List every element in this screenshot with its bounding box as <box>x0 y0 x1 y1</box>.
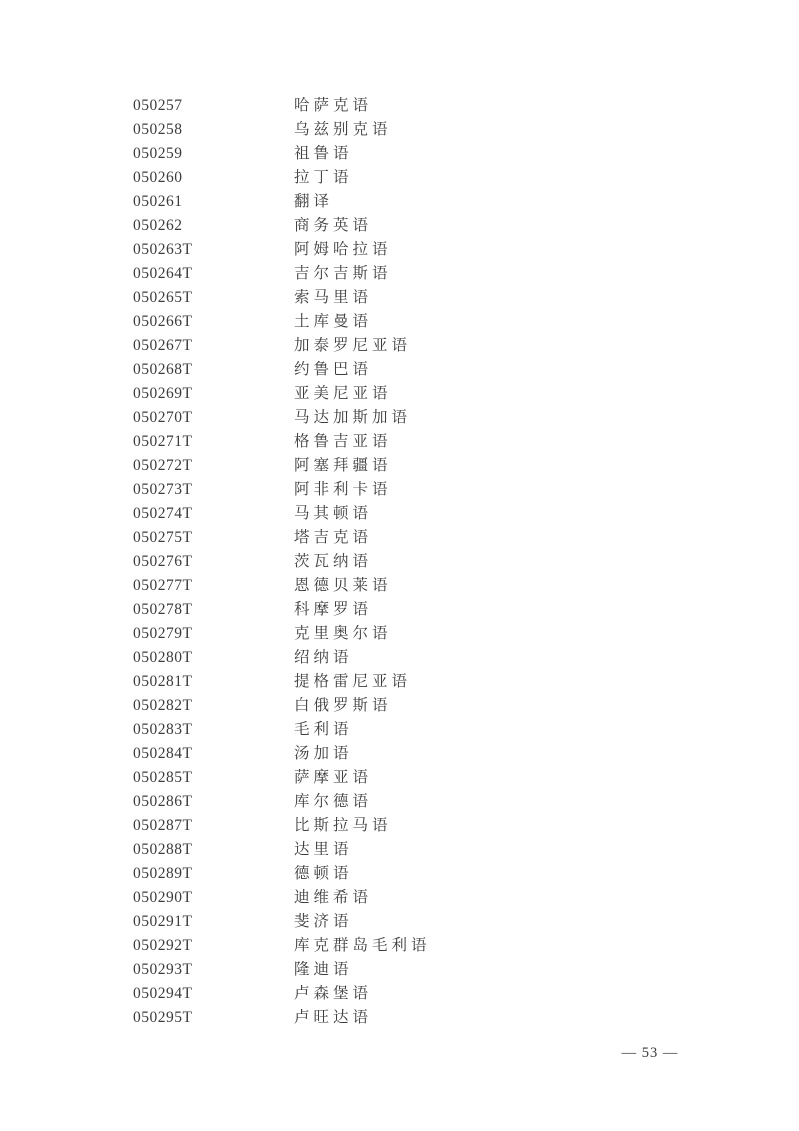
major-code-cell: 050277T <box>133 577 193 594</box>
table-row <box>0 934 431 958</box>
table-row <box>0 430 431 454</box>
major-name-cell: 毛利语 <box>294 721 353 738</box>
major-name-cell: 阿姆哈拉语 <box>294 241 392 258</box>
table-row <box>0 166 431 190</box>
major-name-cell: 达里语 <box>294 841 353 858</box>
table-row <box>0 502 431 526</box>
major-code-cell: 050259 <box>133 145 183 162</box>
table-row <box>0 646 431 670</box>
major-name-cell: 马达加斯加语 <box>294 409 412 426</box>
table-row <box>0 694 431 718</box>
table-row <box>0 262 431 286</box>
major-name-cell: 德顿语 <box>294 865 353 882</box>
major-code-cell: 050278T <box>133 601 193 618</box>
major-name-cell: 阿非利卡语 <box>294 481 392 498</box>
table-row <box>0 670 431 694</box>
major-name-cell: 拉丁语 <box>294 169 353 186</box>
major-name-cell: 提格雷尼亚语 <box>294 673 412 690</box>
table-row <box>0 910 431 934</box>
major-code-cell: 050262 <box>133 217 183 234</box>
table-row <box>0 286 431 310</box>
major-code-cell: 050265T <box>133 289 193 306</box>
major-code-cell: 050292T <box>133 937 193 954</box>
major-code-cell: 050276T <box>133 553 193 570</box>
major-code-cell: 050283T <box>133 721 193 738</box>
table-row <box>0 526 431 550</box>
table-row <box>0 358 431 382</box>
major-name-cell: 卢旺达语 <box>294 1009 373 1026</box>
table-row <box>0 1006 431 1030</box>
major-code-cell: 050274T <box>133 505 193 522</box>
major-code-cell: 050293T <box>133 961 193 978</box>
table-row <box>0 838 431 862</box>
major-name-cell: 土库曼语 <box>294 313 373 330</box>
table-row <box>0 718 431 742</box>
major-code-cell: 050261 <box>133 193 183 210</box>
table-row <box>0 814 431 838</box>
table-row <box>0 406 431 430</box>
table-row <box>0 454 431 478</box>
table-row <box>0 190 431 214</box>
table-row <box>0 742 431 766</box>
table-row <box>0 214 431 238</box>
table-row <box>0 982 431 1006</box>
major-name-cell: 汤加语 <box>294 745 353 762</box>
major-code-cell: 050285T <box>133 769 193 786</box>
table-row <box>0 478 431 502</box>
major-code-cell: 050271T <box>133 433 193 450</box>
major-name-cell: 塔吉克语 <box>294 529 373 546</box>
major-code-cell: 050284T <box>133 745 193 762</box>
table-row <box>0 550 431 574</box>
major-name-cell: 马其顿语 <box>294 505 373 522</box>
table-row <box>0 790 431 814</box>
major-code-cell: 050291T <box>133 913 193 930</box>
major-name-cell: 斐济语 <box>294 913 353 930</box>
major-code-cell: 050279T <box>133 625 193 642</box>
table-row <box>0 238 431 262</box>
major-code-cell: 050281T <box>133 673 193 690</box>
major-name-cell: 茨瓦纳语 <box>294 553 373 570</box>
major-code-cell: 050286T <box>133 793 193 810</box>
major-name-cell: 科摩罗语 <box>294 601 373 618</box>
major-code-cell: 050288T <box>133 841 193 858</box>
major-name-cell: 克里奥尔语 <box>294 625 392 642</box>
major-name-cell: 迪维希语 <box>294 889 373 906</box>
major-name-cell: 格鲁吉亚语 <box>294 433 392 450</box>
table-row <box>0 142 431 166</box>
major-name-cell: 乌兹别克语 <box>294 121 392 138</box>
table-row <box>0 958 431 982</box>
table-row <box>0 382 431 406</box>
table-row <box>0 118 431 142</box>
major-name-cell: 亚美尼亚语 <box>294 385 392 402</box>
major-name-cell: 隆迪语 <box>294 961 353 978</box>
table-row <box>0 334 431 358</box>
major-code-list <box>0 94 431 1030</box>
major-code-cell: 050290T <box>133 889 193 906</box>
major-code-cell: 050280T <box>133 649 193 666</box>
table-row <box>0 574 431 598</box>
page-footer <box>610 1042 690 1064</box>
major-code-cell: 050258 <box>133 121 183 138</box>
table-row <box>0 94 431 118</box>
major-code-cell: 050268T <box>133 361 193 378</box>
major-name-cell: 库克群岛毛利语 <box>294 937 431 954</box>
table-row <box>0 862 431 886</box>
major-code-cell: 050267T <box>133 337 193 354</box>
major-name-cell: 加泰罗尼亚语 <box>294 337 412 354</box>
major-code-cell: 050257 <box>133 97 183 114</box>
major-name-cell: 阿塞拜疆语 <box>294 457 392 474</box>
table-row <box>0 766 431 790</box>
table-row <box>0 622 431 646</box>
major-name-cell: 绍纳语 <box>294 649 353 666</box>
major-name-cell: 萨摩亚语 <box>294 769 373 786</box>
major-code-cell: 050263T <box>133 241 193 258</box>
major-code-cell: 050273T <box>133 481 193 498</box>
major-code-cell: 050269T <box>133 385 193 402</box>
major-name-cell: 约鲁巴语 <box>294 361 373 378</box>
major-code-cell: 050275T <box>133 529 193 546</box>
major-code-cell: 050272T <box>133 457 193 474</box>
major-name-cell: 吉尔吉斯语 <box>294 265 392 282</box>
major-name-cell: 库尔德语 <box>294 793 373 810</box>
major-code-cell: 050264T <box>133 265 193 282</box>
major-code-cell: 050270T <box>133 409 193 426</box>
major-name-cell: 索马里语 <box>294 289 373 306</box>
table-row <box>0 886 431 910</box>
table-row <box>0 598 431 622</box>
major-name-cell: 哈萨克语 <box>294 97 373 114</box>
major-name-cell: 卢森堡语 <box>294 985 373 1002</box>
major-code-cell: 050294T <box>133 985 193 1002</box>
major-name-cell: 恩德贝莱语 <box>294 577 392 594</box>
major-code-cell: 050289T <box>133 865 193 882</box>
major-code-cell: 050282T <box>133 697 193 714</box>
major-name-cell: 比斯拉马语 <box>294 817 392 834</box>
major-code-cell: 050260 <box>133 169 183 186</box>
table-row <box>0 310 431 334</box>
major-code-cell: 050287T <box>133 817 193 834</box>
page-number: — 53 — <box>621 1045 679 1061</box>
major-name-cell: 祖鲁语 <box>294 145 353 162</box>
major-code-cell: 050295T <box>133 1009 193 1026</box>
major-name-cell: 翻译 <box>294 193 334 210</box>
major-name-cell: 白俄罗斯语 <box>294 697 392 714</box>
major-name-cell: 商务英语 <box>294 217 373 234</box>
major-code-cell: 050266T <box>133 313 193 330</box>
